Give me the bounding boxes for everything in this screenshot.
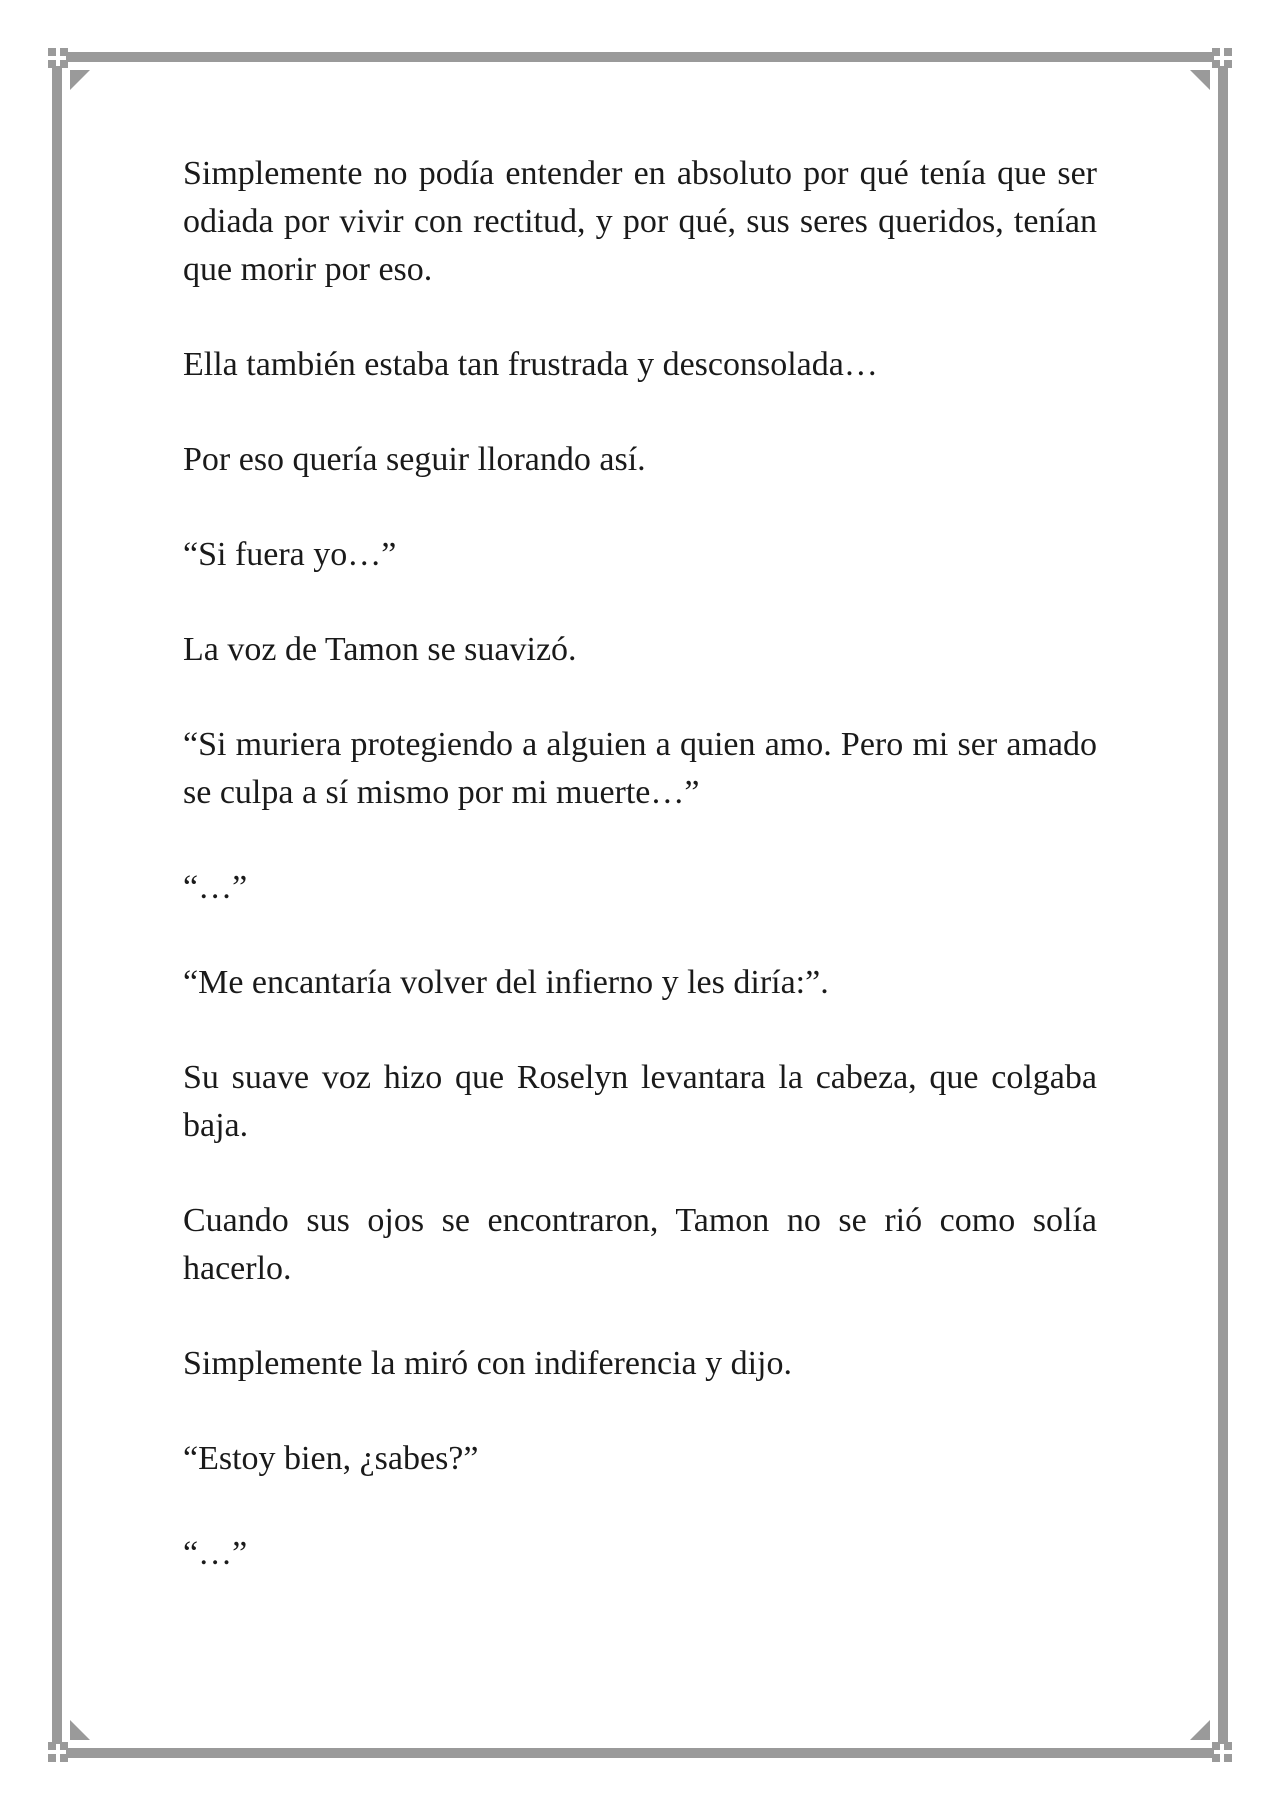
frame-corner-ornament bbox=[48, 48, 68, 68]
paragraph: Simplemente la miró con indiferencia y dijo. bbox=[183, 1345, 792, 1382]
paragraph: La voz de Tamon se suavizó. bbox=[183, 631, 577, 668]
frame-border-right bbox=[1218, 66, 1228, 1744]
frame-corner-ornament bbox=[1212, 48, 1232, 68]
frame-corner-triangle-icon bbox=[70, 1720, 90, 1740]
frame-corner-triangle-icon bbox=[1190, 70, 1210, 90]
frame-border-bottom bbox=[66, 1748, 1214, 1758]
frame-corner-triangle-icon bbox=[1190, 1720, 1210, 1740]
paragraph: “Estoy bien, ¿sabes?” bbox=[183, 1440, 479, 1477]
frame-border-top bbox=[66, 52, 1214, 62]
paragraph: “Si muriera protegiendo a alguien a quien amo. Pero mi ser amado se culpa a sí mismo por mi muerte…” bbox=[183, 726, 1097, 811]
paragraph: “…” bbox=[183, 869, 248, 906]
frame-corner-ornament bbox=[48, 1742, 68, 1762]
paragraph: Cuando sus ojos se encontraron, Tamon no se rió como solía hacerlo. bbox=[183, 1202, 1097, 1287]
paragraph: “Si fuera yo…” bbox=[183, 536, 397, 573]
frame-corner-triangle-icon bbox=[70, 70, 90, 90]
frame-corner-ornament bbox=[1212, 1742, 1232, 1762]
page-body-text bbox=[183, 150, 1097, 1625]
frame-border-left bbox=[52, 66, 62, 1744]
paragraph: Su suave voz hizo que Roselyn levantara la cabeza, que colgaba baja. bbox=[183, 1059, 1097, 1144]
paragraph: Simplemente no podía entender en absoluto por qué tenía que ser odiada por vivir con rectitud, y por qué, sus seres queridos, tenían que morir por eso. bbox=[183, 155, 1097, 288]
paragraph: “…” bbox=[183, 1535, 248, 1572]
paragraph: Ella también estaba tan frustrada y desconsolada… bbox=[183, 346, 878, 383]
paragraph: Por eso quería seguir llorando así. bbox=[183, 441, 646, 478]
paragraph: “Me encantaría volver del infierno y les diría:”. bbox=[183, 964, 829, 1001]
